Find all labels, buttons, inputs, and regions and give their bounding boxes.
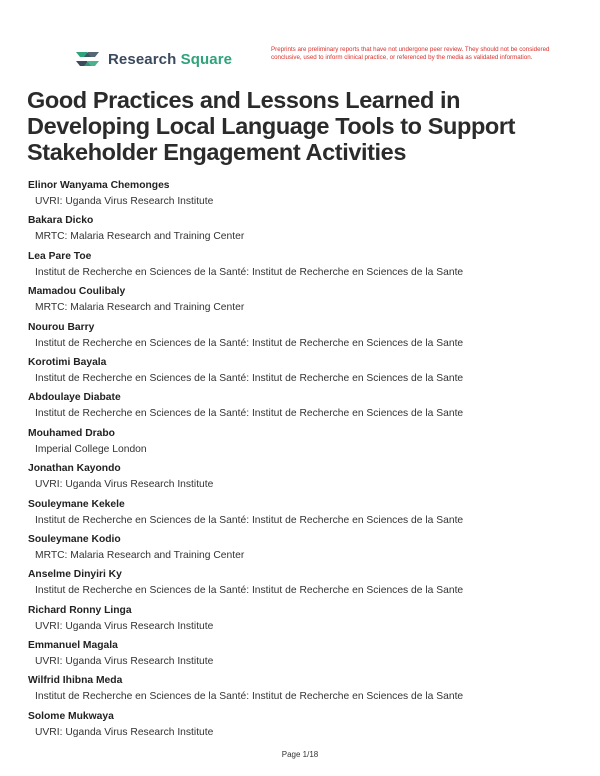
author-name: Richard Ronny Linga	[28, 604, 132, 616]
author-entry	[28, 709, 588, 744]
author-affiliation: Institut de Recherche en Sciences de la Santé: Institut de Recherche en Sciences de la Sante	[35, 266, 464, 278]
author-entry	[28, 567, 588, 602]
author-entry	[28, 426, 588, 461]
author-entry	[28, 390, 588, 425]
page-number: Page 1/18	[281, 750, 319, 759]
author-name: Elinor Wanyama Chemonges	[28, 180, 170, 191]
author-entry	[28, 497, 588, 532]
author-entry	[28, 673, 588, 708]
author-entry	[28, 178, 588, 213]
author-affiliation: UVRI: Uganda Virus Research Institute	[35, 196, 214, 207]
research-square-logo[interactable]	[75, 49, 232, 69]
author-entry	[28, 284, 588, 319]
logo-wordmark	[108, 51, 232, 68]
author-affiliation: Institut de Recherche en Sciences de la Santé: Institut de Recherche en Sciences de la Sante	[35, 691, 464, 703]
author-name: Solome Mukwaya	[28, 710, 114, 722]
author-affiliation: Imperial College London	[35, 443, 147, 455]
author-entry	[28, 213, 588, 248]
author-affiliation: MRTC: Malaria Research and Training Center	[35, 302, 245, 314]
author-affiliation: UVRI: Uganda Virus Research Institute	[35, 656, 214, 668]
author-affiliation: MRTC: Malaria Research and Training Center	[35, 231, 245, 243]
author-affiliation: UVRI: Uganda Virus Research Institute	[35, 726, 214, 738]
page-header	[0, 0, 600, 80]
author-name: Emmanuel Magala	[28, 640, 118, 652]
research-square-logo-icon	[75, 49, 101, 69]
author-name: Lea Pare Toe	[28, 250, 92, 262]
author-affiliation: UVRI: Uganda Virus Research Institute	[35, 479, 214, 491]
author-name: Nourou Barry	[28, 321, 95, 333]
author-affiliation: MRTC: Malaria Research and Training Center	[35, 549, 245, 561]
author-affiliation: Institut de Recherche en Sciences de la Santé: Institut de Recherche en Sciences de la Sante	[35, 585, 464, 597]
author-entry	[28, 355, 588, 390]
author-name: Jonathan Kayondo	[28, 463, 121, 475]
author-name: Korotimi Bayala	[28, 356, 107, 368]
logo-word-square: Square	[180, 50, 233, 68]
author-list	[28, 178, 588, 744]
preprint-disclaimer: Preprints are preliminary reports that have not undergone peer review. They should not be considered conclusive, used to inform clinical practice, or referenced by the media as validated information.	[271, 46, 550, 61]
paper-title: Good Practices and Lessons Learned in Developing Local Language Tools to Support Stakeholder Engagement Activities	[27, 87, 516, 165]
author-affiliation: UVRI: Uganda Virus Research Institute	[35, 620, 214, 632]
author-entry	[28, 603, 588, 638]
author-entry	[28, 461, 588, 496]
author-affiliation: Institut de Recherche en Sciences de la Santé: Institut de Recherche en Sciences de la Sante	[35, 337, 464, 349]
logo-word-research: Research	[108, 50, 177, 68]
author-name: Mouhamed Drabo	[28, 427, 115, 439]
author-name: Souleymane Kekele	[28, 498, 125, 510]
author-affiliation: Institut de Recherche en Sciences de la Santé: Institut de Recherche en Sciences de la Sante	[35, 514, 464, 526]
author-name: Abdoulaye Diabate	[28, 392, 121, 404]
author-affiliation: Institut de Recherche en Sciences de la Santé: Institut de Recherche en Sciences de la Sante	[35, 372, 464, 384]
author-entry	[28, 249, 588, 284]
author-name: Mamadou Coulibaly	[28, 286, 126, 298]
author-name: Anselme Dinyiri Ky	[28, 569, 122, 581]
author-name: Bakara Dicko	[28, 215, 94, 227]
author-name: Wilfrid Ihibna Meda	[28, 675, 123, 687]
author-entry	[28, 532, 588, 567]
author-entry	[28, 638, 588, 673]
author-entry	[28, 320, 588, 355]
author-affiliation: Institut de Recherche en Sciences de la Santé: Institut de Recherche en Sciences de la Sante	[35, 408, 464, 420]
author-name: Souleymane Kodio	[28, 533, 121, 545]
